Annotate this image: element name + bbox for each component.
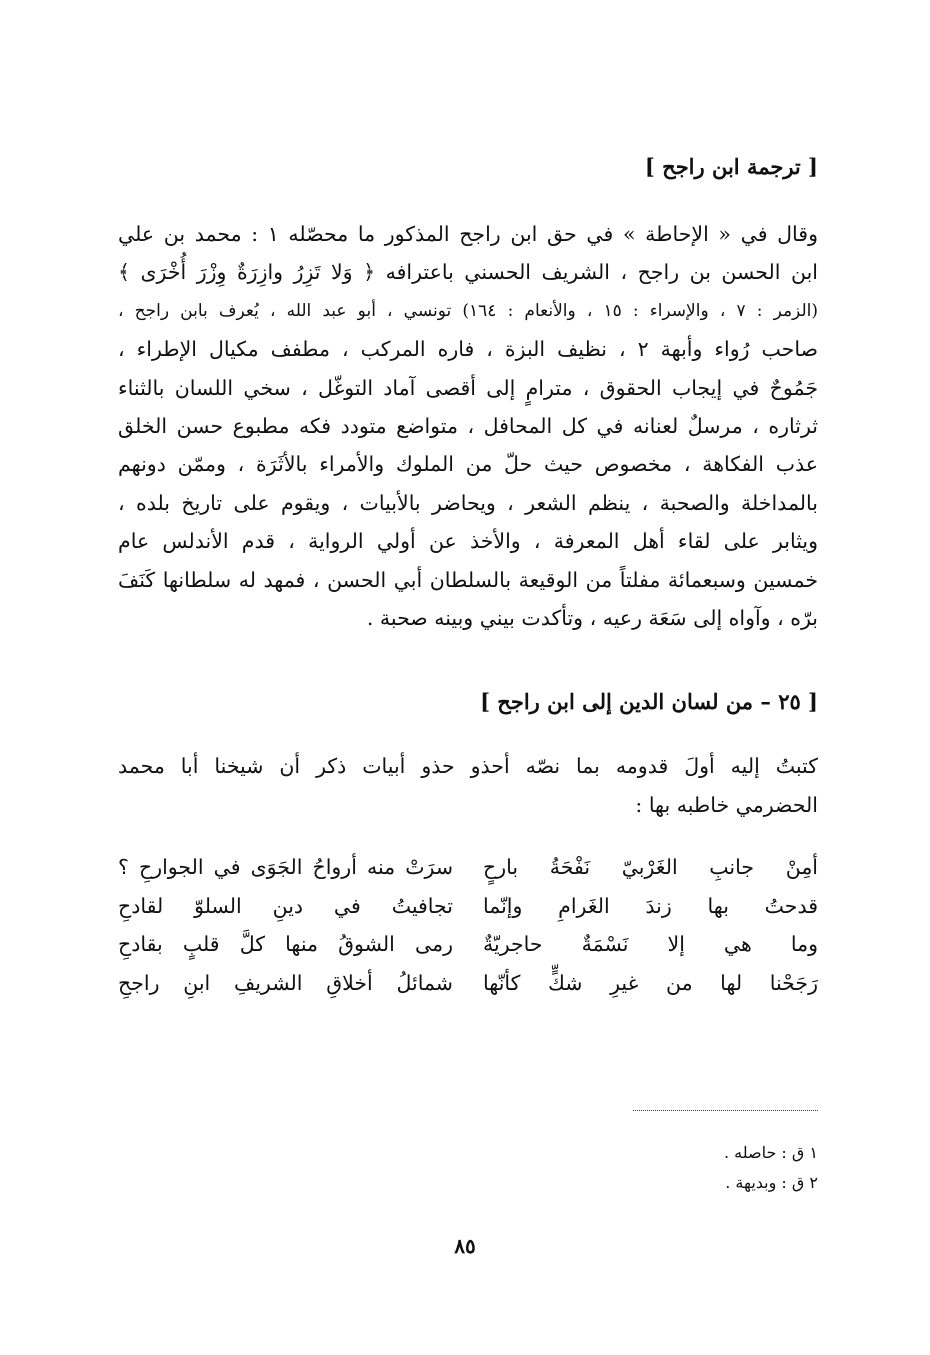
paragraph-line: صاحب رُواء وأبهة ٢ ، نظيف البزة ، فاره المركب ، مطفف مكيال الإطراء ، xyxy=(118,337,818,362)
poem-verse xyxy=(118,925,818,964)
poem-second-hemistich: سرَتْ منه أرواحُ الجَوَى في الجوارحِ ؟ xyxy=(118,855,453,880)
paragraph-line: ابن الحسن بن راجح ، الشريف الحسني باعترافه ﴿ وَلا تَزِرُ وازِرَةٌ وِزْرَ أُخْرَى ﴾ xyxy=(118,260,818,285)
poem-verse xyxy=(118,964,818,1003)
paragraph-line: ثرثاره ، مرسلٌ لعنانه في كل المحافل ، متواضع متودد فكه مطبوع حسن الخلق xyxy=(118,414,818,439)
poem-first-hemistich: أمِنْ جانبِ الغَرْبيّ نَفْحَةُ بارحٍ xyxy=(483,855,818,880)
paragraph-line: الحضرمي خاطبه بها : xyxy=(635,792,818,817)
footnote: ١ ق : حاصله . xyxy=(723,1143,818,1162)
footnote-divider xyxy=(633,1110,818,1111)
letter-intro-paragraph xyxy=(118,747,818,824)
poem-verse xyxy=(118,848,818,887)
poem-verse xyxy=(118,887,818,926)
paragraph-line: (الزمر : ٧ ، والإسراء : ١٥ ، والأنعام : ١٦٤) تونسي ، أبو عبد الله ، يُعرف بابن راجح ، xyxy=(118,300,818,321)
paragraph-line: برّه ، وآواه إلى سَعَة رعيه ، وتأكدت بيني وبينه صحبة . xyxy=(366,606,818,631)
poem-first-hemistich: وما هي إلا نَسْمَةٌ حاجريّةٌ xyxy=(483,932,818,957)
poem-first-hemistich: قدحتُ بها زندَ الغَرامِ وإنّما xyxy=(483,893,818,918)
section-heading-biography: [ ترجمة ابن راجح ] xyxy=(644,154,818,179)
paragraph-line: ويثابر على لقاء أهل المعرفة ، والأخذ عن أولي الرواية ، قدم الأندلس عام xyxy=(118,529,818,554)
poem-second-hemistich: تجافيتُ في دينِ السلوّ لقادحِ xyxy=(118,893,453,918)
footnote: ٢ ق : وبديهة . xyxy=(725,1173,818,1192)
paragraph-line: جَمُوحٌ في إيجاب الحقوق ، مترامٍ إلى أقصى آماد التوغّل ، سخي اللسان بالثناء xyxy=(118,375,818,400)
page-number: ٨٥ xyxy=(454,1234,476,1258)
section-heading-letter: [ ٢٥ – من لسان الدين إلى ابن راجح ] xyxy=(480,689,818,715)
poem-second-hemistich: شمائلُ أخلاقِ الشريفِ ابنِ راجحِ xyxy=(118,970,453,995)
biography-paragraph xyxy=(118,215,818,637)
paragraph-line: خمسين وسبعمائة مفلتاً من الوقيعة بالسلطان أبي الحسن ، فمهد له سلطانها كَنَفَ xyxy=(118,567,818,592)
paragraph-line: بالمداخلة والصحبة ، ينظم الشعر ، ويحاضر بالأبيات ، ويقوم على تاريخ بلده ، xyxy=(118,490,818,515)
poem-second-hemistich: رمى الشوقُ منها كلَّ قلبٍ بقادحِ xyxy=(118,932,453,957)
paragraph-line: عذب الفكاهة ، مخصوص حيث حلّ من الملوك والأمراء بالأثَرَة ، وممّن دونهم xyxy=(118,452,818,477)
poem-first-hemistich: رَجَحْنا لها من غيرِ شكٍّ كأنّها xyxy=(483,970,818,995)
poem xyxy=(118,848,818,1002)
paragraph-line: كتبتُ إليه أولَ قدومه بما نصّه أحذو حذو أبيات ذكر أن شيخنا أبا محمد xyxy=(118,754,818,779)
paragraph-line: وقال في « الإحاطة » في حق ابن راجح المذكور ما محصّله ١ : محمد بن علي xyxy=(118,222,818,246)
page-content xyxy=(118,150,818,1002)
footnotes xyxy=(518,1138,818,1198)
